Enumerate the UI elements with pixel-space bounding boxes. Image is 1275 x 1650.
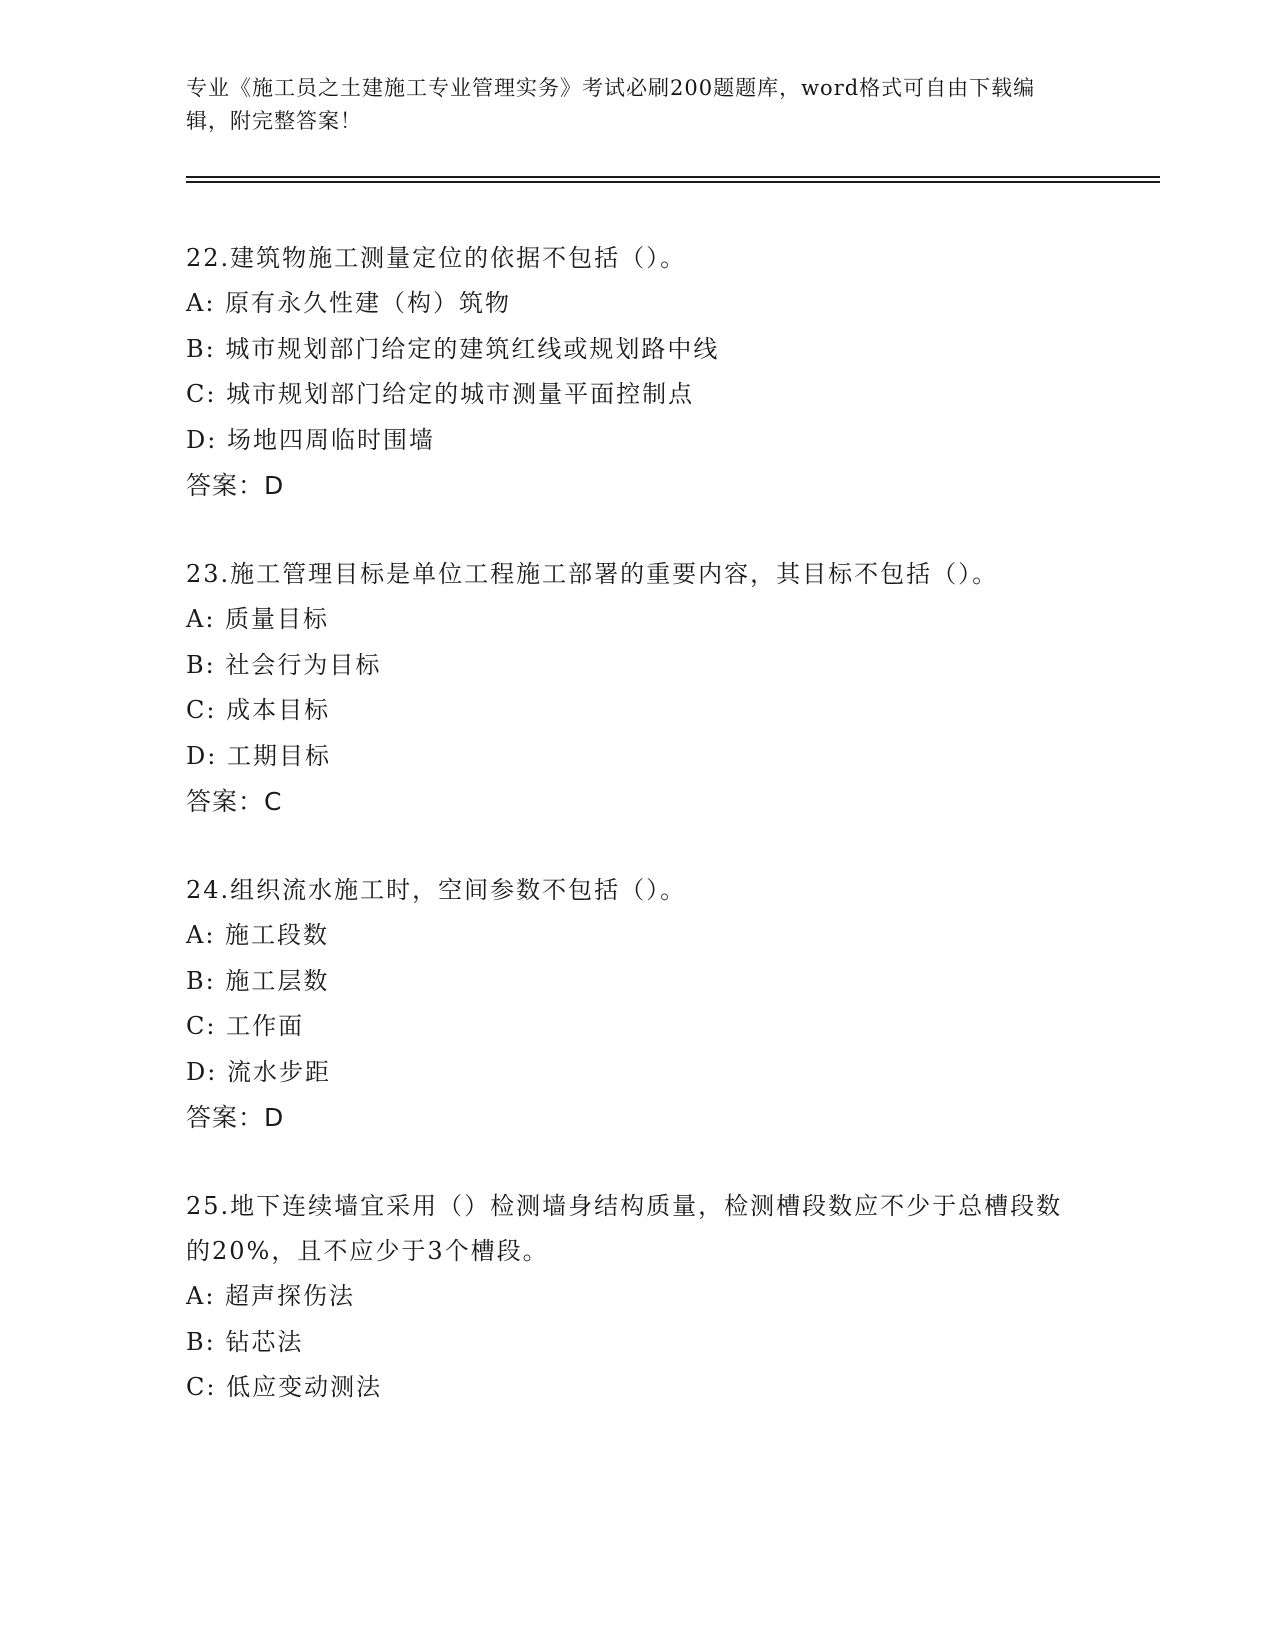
question-24 <box>186 868 1086 1140</box>
option-d: D: 场地四周临时围墙 <box>186 425 435 454</box>
option-a: A: 质量目标 <box>186 605 330 633</box>
option-b: B: 社会行为目标 <box>186 650 382 679</box>
question-stem: 22.建筑物施工测量定位的依据不包括（）。 <box>186 244 687 272</box>
answer-line: 答案：C <box>186 787 283 816</box>
option-d: D: 工期目标 <box>186 741 331 770</box>
option-a: A: 超声探伤法 <box>186 1282 356 1310</box>
option-c: C: 工作面 <box>186 1012 305 1040</box>
option-b: B: 钻芯法 <box>186 1327 304 1356</box>
option-b: B: 施工层数 <box>186 966 330 995</box>
question-stem: 24.组织流水施工时，空间参数不包括（）。 <box>186 876 687 904</box>
header-rule-top <box>186 176 1160 178</box>
option-b: B: 城市规划部门给定的建筑红线或规划路中线 <box>186 334 720 363</box>
question-22 <box>186 236 1086 508</box>
option-a: A: 原有永久性建（构）筑物 <box>186 289 512 317</box>
question-23 <box>186 552 1086 824</box>
option-d: D: 流水步距 <box>186 1057 331 1086</box>
answer-line: 答案：D <box>186 471 285 500</box>
question-stem: 23.施工管理目标是单位工程施工部署的重要内容，其目标不包括（）。 <box>186 560 999 588</box>
question-stem: 25.地下连续墙宜采用（）检测墙身结构质量，检测槽段数应不少于总槽段数的20%，且不应少于3个槽段。 <box>186 1192 1063 1265</box>
answer-line: 答案：D <box>186 1103 285 1132</box>
question-list <box>186 236 1086 1455</box>
option-c: C: 低应变动测法 <box>186 1373 383 1401</box>
header-rule-bottom <box>186 181 1160 183</box>
option-c: C: 城市规划部门给定的城市测量平面控制点 <box>186 380 695 408</box>
option-c: C: 成本目标 <box>186 696 331 724</box>
question-25 <box>186 1184 1086 1411</box>
option-a: A: 施工段数 <box>186 921 330 949</box>
document-header-text: 专业《施工员之土建施工专业管理实务》考试必刷200题题库，word格式可自由下载编辑，附完整答案！ <box>186 76 1036 133</box>
